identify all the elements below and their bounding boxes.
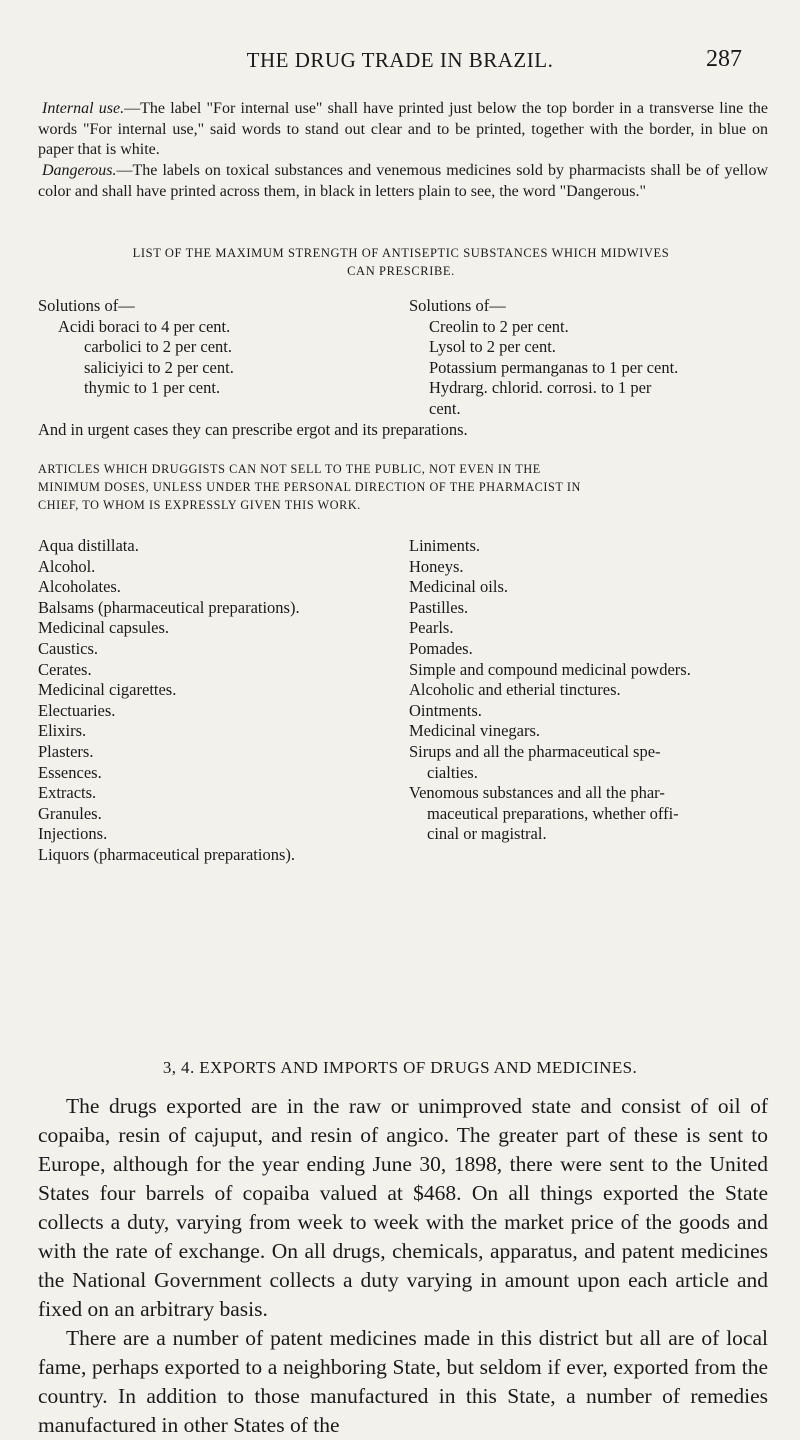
page-number: 287 — [706, 46, 742, 72]
section-body — [38, 1092, 768, 1440]
article-item: Liquors (pharmaceutical preparations). — [38, 844, 296, 864]
midwives-right-item: Creolin to 2 per cent. — [429, 316, 569, 336]
midwives-right-item: cent. — [429, 398, 461, 418]
article-item: Essences. — [38, 762, 102, 782]
midwives-left-column — [38, 296, 234, 399]
midwives-left-item: saliciyici to 2 per cent. — [84, 357, 234, 377]
article-item: Medicinal cigarettes. — [38, 680, 177, 700]
article-item: Granules. — [38, 803, 102, 823]
articles-heading — [38, 460, 764, 514]
article-item: Balsams (pharmaceutical preparations). — [38, 597, 300, 617]
midwives-right-item: Lysol to 2 per cent. — [429, 337, 556, 356]
internal-use-label: Internal use. — [42, 100, 125, 117]
articles-heading-line2: MINIMUM DOSES, UNLESS UNDER THE PERSONAL DIRECTION OF THE PHARMACIST IN — [38, 480, 581, 494]
article-item: Aqua distillata. — [38, 536, 139, 555]
article-item: Sirups and all the pharmaceutical spe- — [409, 741, 661, 761]
article-item: Medicinal vinegars. — [409, 721, 541, 741]
article-item: Alcohol. — [38, 556, 96, 576]
article-item: Injections. — [38, 824, 108, 844]
article-item: Pastilles. — [409, 597, 469, 617]
articles-left-column — [38, 536, 300, 866]
article-item: Elixirs. — [38, 721, 87, 741]
page-header — [40, 48, 760, 78]
midwives-right-column — [409, 296, 678, 419]
article-item: Venomous substances and all the phar- — [409, 783, 665, 803]
dangerous-paragraph — [38, 161, 768, 202]
midwives-right-item: Hydrarg. chlorid. corrosi. to 1 per — [429, 378, 652, 397]
running-head: THE DRUG TRADE IN BRAZIL. — [246, 48, 554, 72]
midwives-right-header: Solutions of— — [409, 296, 506, 315]
article-item: Ointments. — [409, 700, 482, 720]
articles-right-column — [409, 536, 691, 845]
article-item: Medicinal oils. — [409, 577, 508, 597]
section-paragraph-2: There are a number of patent medicines made in this district but all are of local fame, perhaps exported to a neighboring State, but seldom if ever, exported from the country. In addition to those manufactured in this State, a number of remedies manufactured in other States of the — [38, 1326, 768, 1437]
article-item-continued: cialties. — [427, 762, 478, 782]
article-item: Plasters. — [38, 741, 94, 761]
dangerous-text: —The labels on toxical substances and venemous medicines sold by pharmacists shall be of yellow color and shall have printed across them, in black in letters plain to see, the word "Dangerous." — [38, 162, 768, 200]
article-item: Honeys. — [409, 556, 464, 576]
article-item: Cerates. — [38, 659, 92, 679]
midwives-left-item: carbolici to 2 per cent. — [84, 337, 232, 356]
midwives-left-item: thymic to 1 per cent. — [84, 378, 221, 397]
internal-use-text: —The label "For internal use" shall have printed just below the top border in a transverse line the words "For internal use," said words to stand out clear and to be printed, together with the border, in blue on paper that is white. — [38, 100, 769, 158]
section-title: 3, 4. EXPORTS AND IMPORTS OF DRUGS AND MEDICINES. — [162, 1058, 638, 1077]
article-item: Caustics. — [38, 638, 99, 658]
midwives-heading-line2: CAN PRESCRIBE. — [347, 264, 455, 278]
article-item: Medicinal capsules. — [38, 618, 170, 638]
article-item: Simple and compound medicinal powders. — [409, 659, 691, 679]
article-item: Pearls. — [409, 618, 454, 638]
midwives-left-header: Solutions of— — [38, 296, 135, 315]
article-item: Extracts. — [38, 783, 97, 803]
midwives-left-item: Acidi boraci to 4 per cent. — [58, 316, 231, 336]
articles-heading-line1: ARTICLES WHICH DRUGGISTS CAN NOT SELL TO THE PUBLIC, NOT EVEN IN THE — [38, 462, 541, 476]
articles-heading-line3: CHIEF, TO WHOM IS EXPRESSLY GIVEN THIS WORK. — [38, 498, 361, 512]
article-item: Alcoholic and etherial tinctures. — [409, 680, 621, 700]
midwives-heading — [38, 244, 764, 280]
midwives-footer: And in urgent cases they can prescribe ergot and its preparations. — [38, 420, 468, 439]
article-item: Alcoholates. — [38, 577, 121, 597]
midwives-right-item: Potassium permanganas to 1 per cent. — [429, 357, 679, 377]
section-paragraph-1: The drugs exported are in the raw or unimproved state and consist of oil of copaiba, resin of cajuput, and resin of angico. The greater part of these is sent to Europe, although for the year ending June 30, 1898, there were sent to the United States four barrels of copaiba valued at $468. On all things exported the State collects a duty, varying from week to week with the market price of the goods and with the rate of exchange. On all drugs, chemicals, apparatus, and patent medicines the National Government collects a duty varying in amount upon each article and fixed on an arbitrary basis. — [38, 1094, 768, 1321]
article-item: Electuaries. — [38, 700, 116, 720]
article-item-continued: maceutical preparations, whether offi- — [427, 803, 679, 823]
article-item-continued: cinal or magistral. — [427, 824, 547, 844]
article-item: Pomades. — [409, 638, 473, 658]
dangerous-label: Dangerous. — [42, 162, 117, 179]
midwives-heading-line1: LIST OF THE MAXIMUM STRENGTH OF ANTISEPTIC SUBSTANCES WHICH MIDWIVES — [132, 246, 670, 260]
article-item: Liniments. — [409, 536, 481, 555]
internal-use-paragraph — [38, 99, 768, 161]
